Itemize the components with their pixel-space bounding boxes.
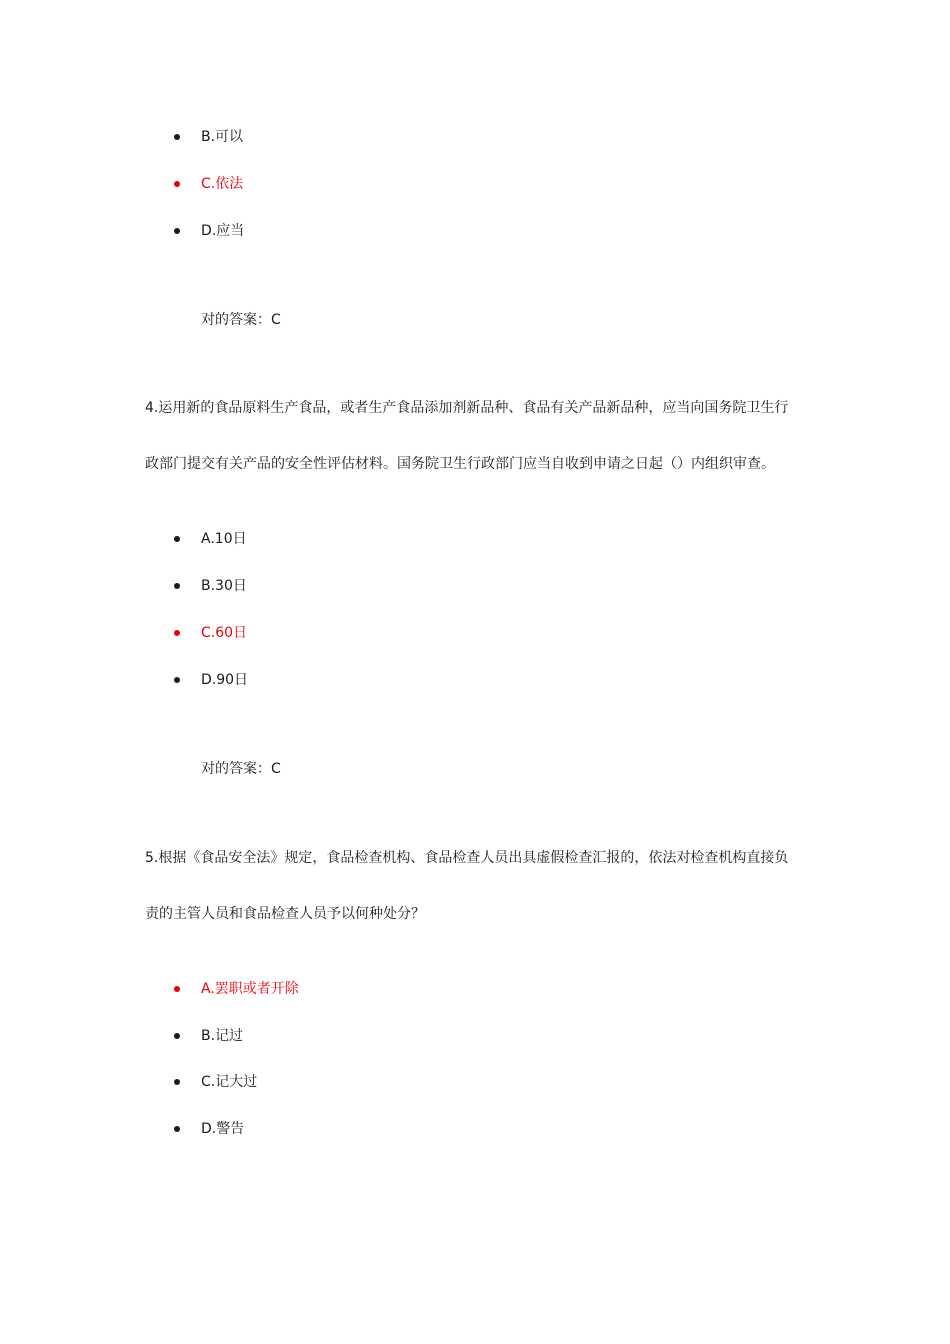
bullet-icon [174, 134, 180, 140]
bullet-icon [174, 630, 180, 636]
bullet-icon [174, 1126, 180, 1132]
bullet-icon [174, 583, 180, 589]
option-label: A.罢职或者开除 [201, 981, 299, 997]
q5-question-line-1: 5.根据《食品安全法》规定，食品检查机构、食品检查人员出具虚假检查汇报的，依法对检查机构直接负 [145, 850, 789, 866]
q4-question-line-2: 政部门提交有关产品的安全性评估材料。国务院卫生行政部门应当自收到申请之日起（）内组织审查。 [145, 456, 775, 472]
q3-answer: 对的答案：C [201, 312, 281, 328]
option-label: D.警告 [201, 1121, 245, 1137]
bullet-icon [174, 536, 180, 542]
bullet-icon [174, 986, 180, 992]
option-label: C.记大过 [201, 1074, 258, 1090]
bullet-icon [174, 677, 180, 683]
q5-question-line-2: 责的主管人员和食品检查人员予以何种处分？ [145, 906, 425, 922]
option-label: D.90日 [201, 672, 249, 688]
option-label: D.应当 [201, 223, 245, 239]
option-label: C.60日 [201, 625, 248, 641]
option-label: B.30日 [201, 578, 247, 594]
bullet-icon [174, 1033, 180, 1039]
option-label: B.记过 [201, 1028, 244, 1044]
bullet-icon [174, 181, 180, 187]
option-label: B.可以 [201, 129, 244, 145]
option-label: C.依法 [201, 176, 244, 192]
bullet-icon [174, 1079, 180, 1085]
q4-question-line-1: 4.运用新的食品原料生产食品，或者生产食品添加剂新品种、食品有关产品新品种，应当向国务院卫生行 [145, 400, 789, 416]
q4-answer: 对的答案：C [201, 761, 281, 777]
bullet-icon [174, 228, 180, 234]
option-label: A.10日 [201, 531, 247, 547]
